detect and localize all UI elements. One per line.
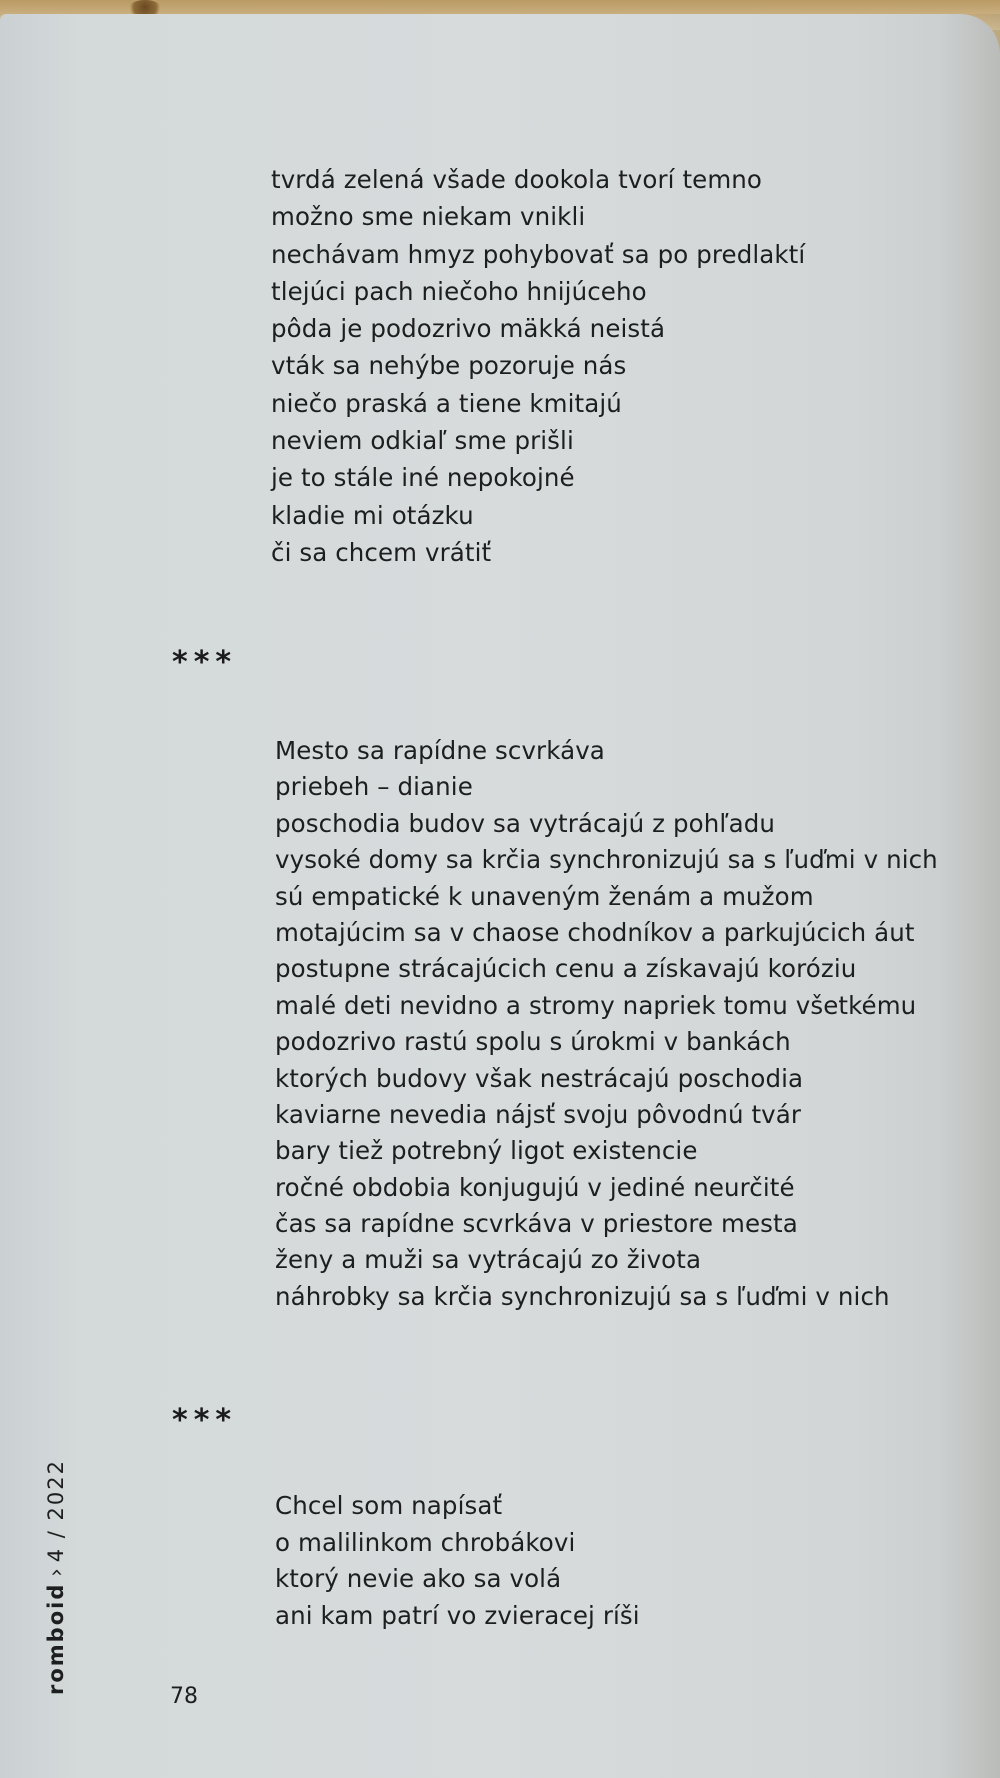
poem-line: niečo praská a tiene kmitajú — [271, 388, 622, 418]
poem-1 — [271, 161, 805, 571]
poem-line: ani kam patrí vo zvieracej ríši — [275, 1600, 640, 1630]
poem-2 — [275, 733, 938, 1315]
poem-line: náhrobky sa krčia synchronizujú sa s ľuďmi v nich — [275, 1281, 890, 1311]
poem-line: ktorých budovy však nestrácajú poschodia — [275, 1063, 804, 1093]
poem-line: motajúcim sa v chaose chodníkov a parkujúcich áut — [275, 917, 915, 947]
poem-line: je to stále iné nepokojné — [271, 463, 575, 493]
poem-line: pôda je podozrivo mäkká neistá — [271, 314, 666, 344]
poem-line: ženy a muži sa vytrácajú zo života — [275, 1245, 702, 1275]
poem-line: vták sa nehýbe pozoruje nás — [271, 351, 627, 381]
poem-line: podozrivo rastú spolu s úrokmi v bankách — [275, 1027, 791, 1057]
poem-line: neviem odkiaľ sme prišli — [271, 426, 574, 456]
poem-line: možno sme niekam vnikli — [271, 202, 586, 232]
poem-line: priebeh – dianie — [275, 772, 473, 802]
poem-line: bary tiež potrebný ligot existencie — [275, 1136, 698, 1166]
poem-line: kaviarne nevedia nájsť svoju pôvodnú tvár — [275, 1099, 802, 1129]
poem-line: malé deti nevidno a stromy napriek tomu všetkému — [275, 990, 917, 1020]
poem-line: ktorý nevie ako sa volá — [275, 1564, 562, 1593]
page-number: 78 — [170, 1684, 198, 1709]
poem-line: ročné obdobia konjugujú v jediné neurčité — [275, 1172, 795, 1202]
poem-line: kladie mi otázku — [271, 500, 474, 530]
poem-line: tlejúci pach niečoho hnijúceho — [271, 276, 647, 306]
poem-line: o malilinkom chrobákovi — [275, 1527, 576, 1557]
poem-line: sú empatické k unaveným ženám a mužom — [275, 881, 814, 911]
poem-line: postupne strácajúcich cenu a získavajú koróziu — [275, 954, 857, 984]
poem-line: Mesto sa rapídne scvrkáva — [275, 736, 605, 765]
poem-line: nechávam hmyz pohybovať sa po predlaktí — [271, 239, 806, 269]
poem-line: vysoké domy sa krčia synchronizujú sa s ľuďmi v nich — [275, 845, 938, 875]
chevron-icon: › — [44, 1568, 68, 1577]
section-separator: *** — [172, 645, 238, 680]
poem-line: Chcel som napísať — [275, 1491, 503, 1520]
running-footer — [44, 1459, 69, 1695]
poem-line: poschodia budov sa vytrácajú z pohľadu — [275, 808, 776, 838]
section-separator: *** — [172, 1403, 238, 1438]
poem-line: čas sa rapídne scvrkáva v priestore mesta — [275, 1209, 798, 1239]
magazine-name: romboid — [44, 1582, 68, 1695]
poem-3 — [275, 1488, 640, 1634]
poem-line: či sa chcem vrátiť — [271, 537, 492, 567]
poem-line: tvrdá zelená všade dookola tvorí temno — [271, 165, 763, 194]
issue-number: 4 / 2022 — [44, 1459, 68, 1563]
